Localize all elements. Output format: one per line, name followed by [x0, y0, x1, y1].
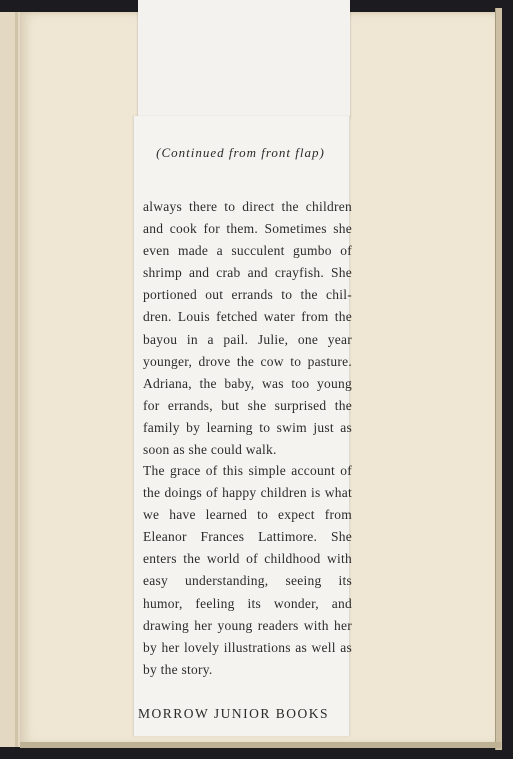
- flap-clipping-tab: [138, 0, 350, 117]
- book-board-bottom-edge: [20, 742, 501, 748]
- publisher-imprint: MORROW JUNIOR BOOKS: [138, 706, 330, 721]
- flap-paragraph-2: The grace of this simple account of the doings of happy children is what we have learned to expect from Eleanor Frances Lattimore. She enters the world of childhood with easy understanding, seeing its humor, feeling its wonder, and drawing her young readers with her by her lovely illustrations as well as by the story.: [143, 463, 352, 677]
- book-board-left: [0, 12, 21, 747]
- book-board-right-edge: [495, 8, 502, 750]
- continued-note: (Continued from front flap): [156, 145, 325, 160]
- flap-paragraph-1: always there to direct the children and cook for them. Sometimes she even made a succulent gumbo of shrimp and crab and crayfish. She portioned out errands to the chil-dren. Louis fetched water from the bayou in a pail. Julie, one year younger, drove the cow to pasture. Adriana, the baby, was too young for errands, but she surprised the family by learning to swim just as soon as she could walk.: [143, 199, 352, 458]
